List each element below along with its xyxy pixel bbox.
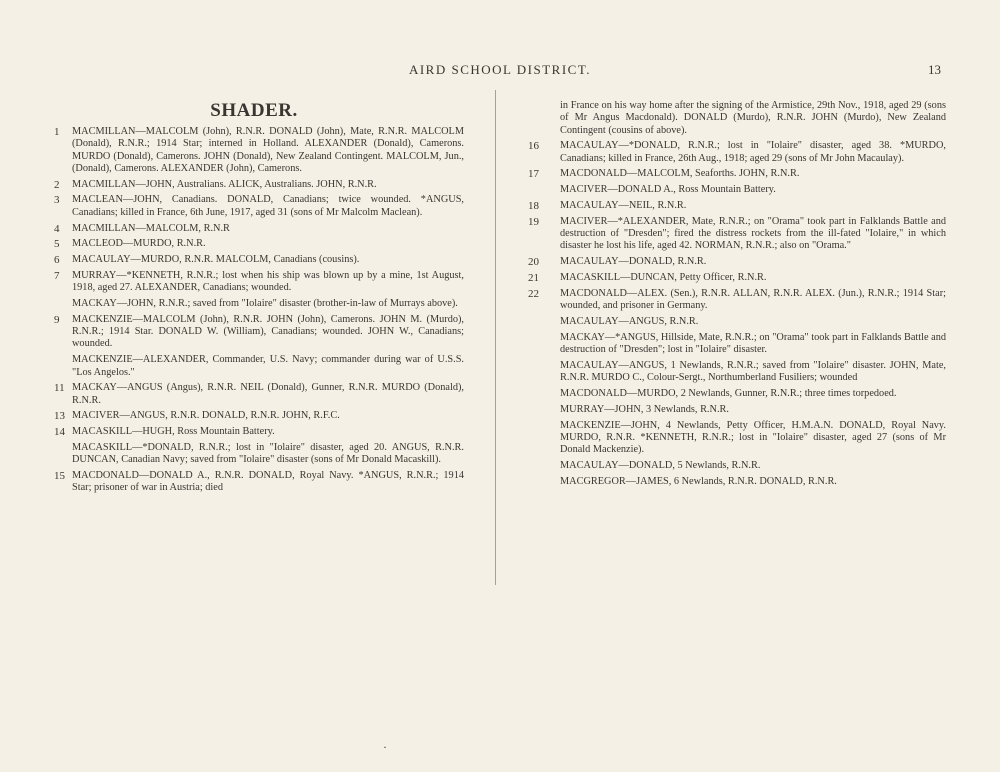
entry-text: MACAULAY—DONALD, R.N.R. xyxy=(560,256,707,268)
entry-text: MACGREGOR—JAMES, 6 Newlands, R.N.R. DONALD, R.N.R. xyxy=(560,475,837,487)
right-entries xyxy=(528,100,946,488)
right-column xyxy=(528,100,946,492)
entry-number: 17 xyxy=(528,168,539,181)
list-item xyxy=(44,426,464,438)
section-title: SHADER. xyxy=(210,100,298,121)
list-item xyxy=(528,360,946,385)
list-item xyxy=(44,238,464,250)
entry-text: MACKAY—JOHN, R.N.R.; saved from "Iolaire" disaster (brother-in-law of Murrays above). xyxy=(72,298,458,310)
list-item xyxy=(44,223,464,235)
stray-mark: · xyxy=(383,740,387,754)
list-item xyxy=(528,420,946,457)
entry-text: MACIVER—DONALD A., Ross Mountain Battery. xyxy=(560,184,776,196)
list-item xyxy=(528,288,946,313)
entry-number: 1 xyxy=(54,126,60,138)
entry-number: 20 xyxy=(528,256,539,269)
entry-text: MACDONALD—MURDO, 2 Newlands, Gunner, R.N.R.; three times torpedoed. xyxy=(560,387,897,399)
list-item xyxy=(44,270,464,295)
list-item xyxy=(528,404,946,416)
entry-number: 16 xyxy=(528,140,539,153)
entry-text: MACASKILL—DUNCAN, Petty Officer, R.N.R. xyxy=(560,272,767,284)
entry-number: 3 xyxy=(54,194,60,207)
list-item xyxy=(44,126,464,175)
list-item xyxy=(44,442,464,467)
entry-number: 13 xyxy=(54,410,65,423)
entry-text: MACDONALD—DONALD A., R.N.R. DONALD, Royal Navy. *ANGUS, R.N.R.; 1914 Star; prisoner of war in Austria; died xyxy=(72,470,464,494)
entry-number: 14 xyxy=(54,426,65,439)
entry-text: MACDONALD—MALCOLM, Seaforths. JOHN, R.N.R. xyxy=(560,168,800,180)
entry-number: 11 xyxy=(54,382,65,395)
entry-text: MACASKILL—*DONALD, R.N.R.; lost in "Iolaire" disaster, aged 20. ANGUS, R.N.R. DUNCAN, Canadian Navy; saved from "Iolaire" disaster (sons of Mr Donald Macaskill). xyxy=(72,442,464,466)
list-item xyxy=(528,460,946,472)
entry-text: MACAULAY—MURDO, R.N.R. MALCOLM, Canadians (cousins). xyxy=(72,254,360,266)
entry-text: MACIVER—ANGUS, R.N.R. DONALD, R.N.R. JOHN, R.F.C. xyxy=(72,410,340,422)
entry-text: MACAULAY—DONALD, 5 Newlands, R.N.R. xyxy=(560,459,761,471)
left-entries xyxy=(44,126,464,495)
list-item xyxy=(528,388,946,400)
entry-text: MACKAY—ANGUS (Angus), R.N.R. NEIL (Donald), Gunner, R.N.R. MURDO (Donald), R.N.R. xyxy=(72,382,464,406)
entry-text: MACASKILL—HUGH, Ross Mountain Battery. xyxy=(72,426,275,438)
entry-text: MURRAY—JOHN, 3 Newlands, R.N.R. xyxy=(560,403,729,415)
list-item xyxy=(528,256,946,268)
list-item xyxy=(44,354,464,379)
entry-text: MACKAY—*ANGUS, Hillside, Mate, R.N.R.; on "Orama" took part in Falklands Battle and destruction of "Dresden"; lost in "Iolaire" disaster. xyxy=(560,331,946,356)
entry-number: 4 xyxy=(54,222,60,235)
list-item xyxy=(44,254,464,266)
entry-number: 7 xyxy=(54,269,60,282)
list-item xyxy=(528,100,946,137)
entry-text: MACKENZIE—ALEXANDER, Commander, U.S. Navy; commander during war of U.S.S. "Los Angelos." xyxy=(72,354,464,378)
entry-text: MACLEAN—JOHN, Canadians. DONALD, Canadians; twice wounded. *ANGUS, Canadians; killed in France, 6th June, 1917, aged 31 (sons of Mr Malcolm Maclean). xyxy=(72,194,464,218)
entry-text: MACMILLAN—JOHN, Australians. ALICK, Australians. JOHN, R.N.R. xyxy=(72,178,377,190)
list-item xyxy=(528,476,946,488)
entry-number: 6 xyxy=(54,254,60,267)
list-item xyxy=(528,216,946,253)
list-item xyxy=(528,332,946,357)
entry-number: 22 xyxy=(528,287,539,300)
entry-text: MACMILLAN—MALCOLM (John), R.N.R. DONALD (John), Mate, R.N.R. MALCOLM (Donald), R.N.R.; 1914 Star; interned in Holland. ALEXANDER (Donald), Camerons. MURDO (Donald), Camerons. JOHN (Donald), New Zealand Contingent. MALCOLM, Jun., (Donald), Camerons. ALEXANDER (John), Camerons. xyxy=(72,126,464,174)
list-item xyxy=(528,272,946,284)
entry-text: MACAULAY—ANGUS, R.N.R. xyxy=(560,315,699,327)
list-item xyxy=(528,316,946,328)
list-item xyxy=(44,382,464,407)
list-item xyxy=(528,140,946,165)
entry-text: MACAULAY—ANGUS, 1 Newlands, R.N.R.; saved from "Iolaire" disaster. JOHN, Mate, R.N.R. MURDO C., Colour-Sergt., Northumberland Fusiliers; wounded xyxy=(560,359,946,384)
entry-text: MACKENZIE—JOHN, 4 Newlands, Petty Officer, H.M.A.N. DONALD, Royal Navy. MURDO, R.N.R. *KENNETH, R.N.R.; lost in "Iolaire" disaster, aged 27 (sons of Mr Donald Mackenzie). xyxy=(560,419,946,456)
entry-text: in France on his way home after the signing of the Armistice, 29th Nov., 1918, aged 29 (sons of Mr Angus Macdonald). DONALD (Murdo), R.N.R. JOHN (Murdo), New Zealand Contingent (cousins of above). xyxy=(560,100,946,136)
page-number: 13 xyxy=(928,62,941,77)
list-item xyxy=(44,314,464,351)
entry-number: 9 xyxy=(54,313,60,326)
entry-number: 15 xyxy=(54,470,65,483)
list-item xyxy=(528,168,946,180)
entry-text: MACAULAY—NEIL, R.N.R. xyxy=(560,200,687,212)
entry-number: 19 xyxy=(528,215,539,228)
entry-text: MACKENZIE—MALCOLM (John), R.N.R. JOHN (John), Camerons. JOHN M. (Murdo), R.N.R.; 1914 Star. DONALD W. (William), Canadians; wounded. JOHN W., Canadians; wounded. xyxy=(72,313,464,350)
entry-text: MURRAY—*KENNETH, R.N.R.; lost when his ship was blown up by a mine, 1st August, 1918, aged 27. ALEXANDER, Canadians; wounded. xyxy=(72,269,464,294)
entry-number: 2 xyxy=(54,178,60,191)
list-item xyxy=(44,410,464,422)
column-divider xyxy=(495,90,496,585)
list-item xyxy=(44,298,464,310)
entry-text: MACIVER—*ALEXANDER, Mate, R.N.R.; on "Orama" took part in Falklands Battle and destruction of "Dresden"; fired the distress rockets from the ill-fated "Iolaire," in which disaster he lost his life, aged 42. NORMAN, R.N.R.; also on "Orama." xyxy=(560,215,946,252)
list-item xyxy=(528,200,946,212)
list-item xyxy=(44,194,464,219)
entry-text: MACAULAY—*DONALD, R.N.R.; lost in "Iolaire" disaster, aged 38. *MURDO, Canadians; killed in France, 26th Aug., 1918; aged 29 (sons of Mr John Macaulay). xyxy=(560,140,946,164)
list-item xyxy=(44,470,464,495)
left-column xyxy=(44,100,464,498)
list-item xyxy=(44,179,464,191)
list-item xyxy=(528,184,946,196)
entry-text: MACDONALD—ALEX. (Sen.), R.N.R. ALLAN, R.N.R. ALEX. (Jun.), R.N.R.; 1914 Star; wounded, and prisoner in Germany. xyxy=(560,287,946,312)
running-header: AIRD SCHOOL DISTRICT. xyxy=(408,62,592,77)
entry-number: 21 xyxy=(528,272,539,285)
entry-text: MACLEOD—MURDO, R.N.R. xyxy=(72,238,206,250)
entry-number: 18 xyxy=(528,200,539,213)
entry-number: 5 xyxy=(54,238,60,251)
entry-text: MACMILLAN—MALCOLM, R.N.R xyxy=(72,222,230,234)
